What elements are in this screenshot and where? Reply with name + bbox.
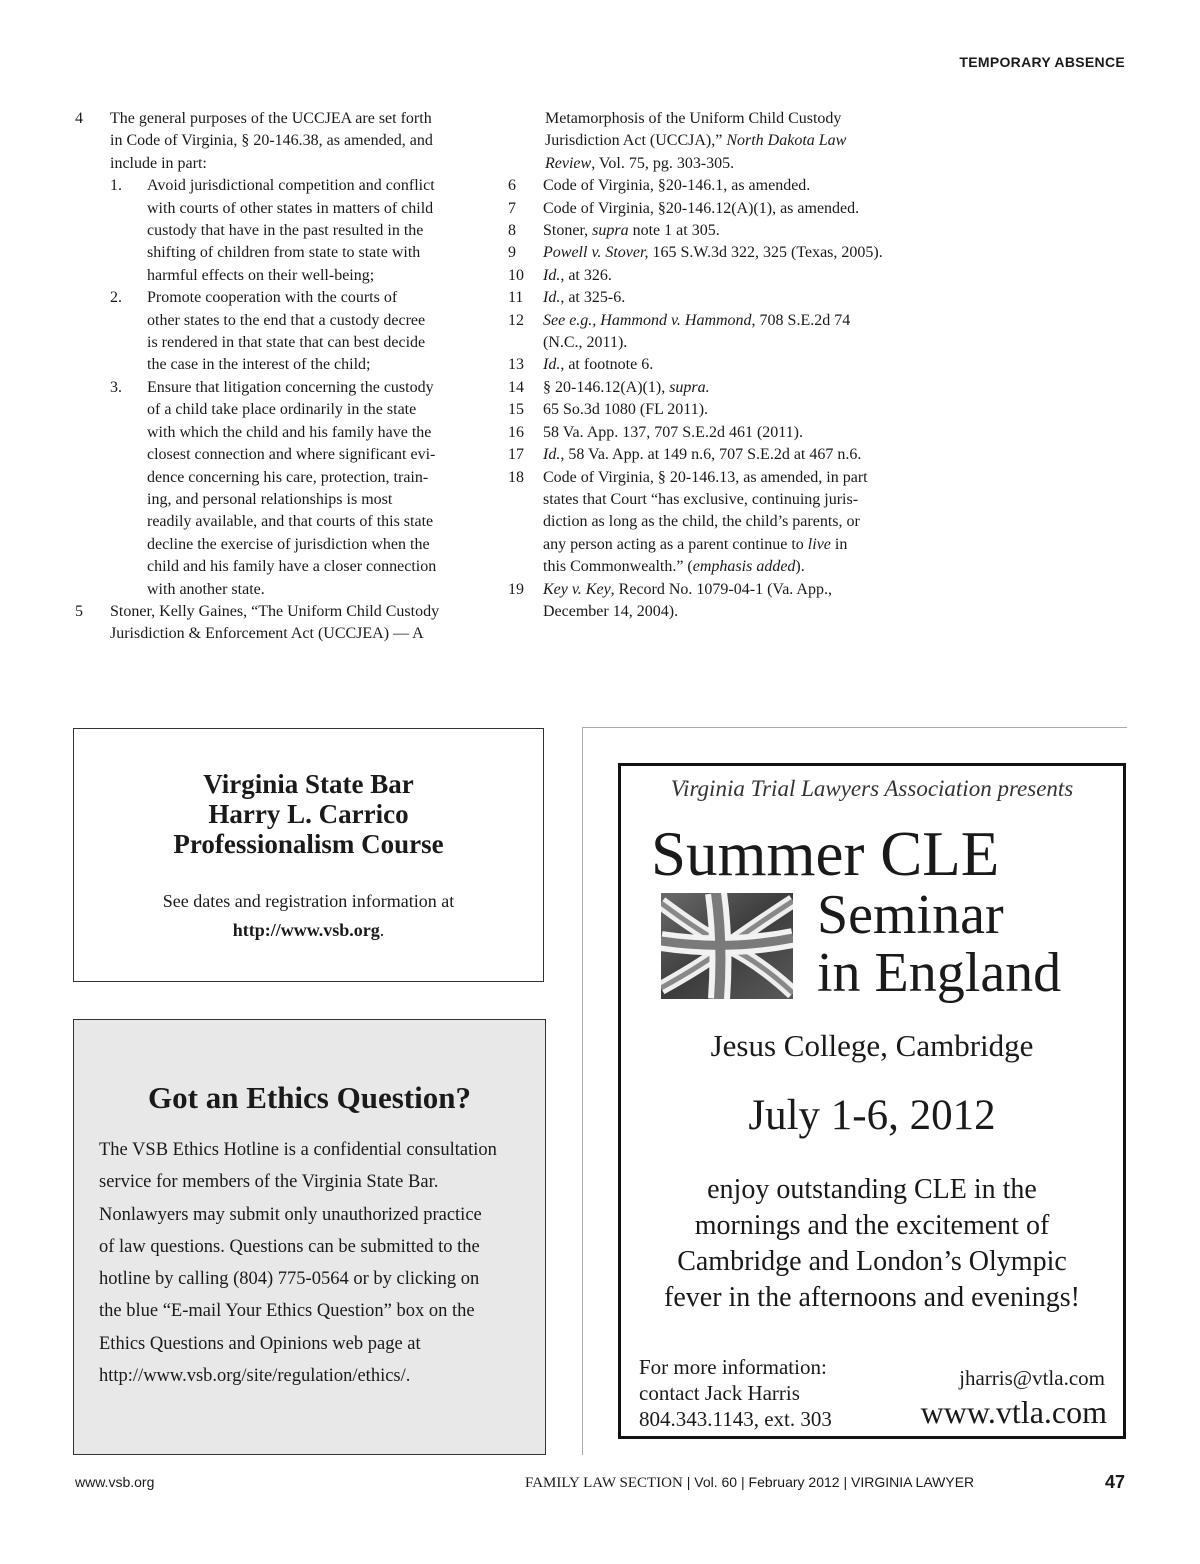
endnote-number: 10: [508, 266, 524, 284]
text-line: Ensure that litigation concerning the custody: [147, 378, 434, 396]
list-number: 1.: [110, 177, 122, 195]
text-line: (N.C., 2011).: [543, 334, 628, 352]
url-punctuation: .: [379, 920, 385, 940]
text-run-italic: Id.: [543, 356, 561, 374]
endnote-text: [110, 601, 485, 646]
text-line: child and his family have a closer connection: [147, 558, 437, 576]
footer-issue: Vol. 60 | February 2012 | VIRGINIA LAWYER: [694, 1474, 975, 1490]
ethics-body: [99, 1134, 525, 1392]
case-name: See e.g., Hammond v. Hammond: [543, 311, 752, 329]
text-line: mornings and the excitement of: [694, 1210, 1050, 1241]
text-line: decline the exercise of jurisdiction when the: [147, 535, 430, 553]
endnote-8: [508, 220, 928, 242]
text-run-italic: Id.: [543, 289, 561, 307]
text-line: harmful effects on their well-being;: [147, 266, 375, 284]
ad-title-line: in England: [817, 942, 1062, 1004]
endnote-9: [508, 242, 928, 264]
ad-frame-left-rule: [582, 728, 583, 1455]
text-line: fever in the afternoons and evenings!: [664, 1282, 1080, 1313]
registration-text: See dates and registration information at: [162, 891, 455, 911]
endnote-number: 4: [75, 110, 83, 127]
text-line: shifting of children from state to state with: [147, 244, 421, 262]
endnote-text: [543, 444, 928, 466]
text-line: with another state.: [147, 580, 265, 598]
text-run: Jurisdiction Act (UCCJA),”: [545, 132, 727, 150]
professionalism-course-box: [73, 728, 544, 982]
text-run: , Record No. 1079-04-1 (Va. App.,: [610, 580, 832, 598]
list-number: 3.: [110, 378, 122, 396]
text-line: the case in the interest of the child;: [147, 356, 371, 374]
text-run: , at 326.: [560, 266, 612, 284]
box-title-line: Harry L. Carrico: [208, 799, 409, 829]
text-line: service for members of the Virginia State Bar.: [99, 1172, 439, 1193]
text-run: this Commonwealth.” (: [543, 558, 693, 576]
list-text: [147, 377, 485, 601]
endnote-text: 65 So.3d 1080 (FL 2011).: [543, 401, 709, 419]
endnote-number: 16: [508, 423, 524, 441]
text-line: with which the child and his family have the: [147, 423, 432, 441]
text-line: Jurisdiction & Enforcement Act (UCCJEA) — A: [110, 625, 424, 643]
case-name: Powell v. Stover,: [543, 244, 649, 262]
journal-title: Review: [545, 154, 592, 172]
text-run: , Vol. 75, pg. 303-305.: [591, 154, 735, 172]
endnote-text: [543, 377, 928, 399]
ethics-heading: Got an Ethics Question?: [148, 1080, 471, 1115]
text-line: [545, 153, 928, 175]
text-line: dence concerning his care, protection, train-: [147, 468, 429, 486]
list-number: 2.: [110, 289, 122, 307]
text-line: Code of Virginia, § 20-146.13, as amended, in part: [543, 468, 868, 486]
endnote-text: Code of Virginia, §20-146.12(A)(1), as amended.: [543, 199, 860, 217]
text-line: ing, and personal relationships is most: [147, 490, 393, 508]
text-line: [545, 130, 928, 152]
union-jack-flag-icon: [661, 893, 793, 999]
list-item: [110, 377, 485, 601]
text-line: of law questions. Questions can be submitted to the: [99, 1236, 480, 1257]
list-item: [110, 287, 485, 377]
text-run-italic: supra.: [669, 378, 710, 396]
vsb-url-link[interactable]: http://www.vsb.org: [232, 920, 380, 940]
ad-title-line: Seminar: [817, 884, 1004, 946]
text-run: in: [830, 535, 848, 553]
text-line: hotline by calling (804) 775-0564 or by clicking on: [99, 1269, 480, 1290]
ethics-question-box: [73, 1019, 546, 1455]
endnote-number: 6: [508, 177, 516, 195]
endnote-text: [543, 310, 928, 355]
text-line: include in part:: [110, 154, 207, 172]
text-line: Ethics Questions and Opinions web page at: [99, 1333, 421, 1354]
vtla-seminar-ad: [618, 763, 1126, 1439]
text-run: , at 325-6.: [560, 289, 626, 307]
endnotes-left-column: [75, 108, 485, 646]
endnote-15: [508, 399, 928, 421]
endnote-13: [508, 354, 928, 376]
box-title-line: Virginia State Bar: [203, 769, 414, 799]
endnote-17: [508, 444, 928, 466]
text-line: contact Jack Harris: [639, 1381, 800, 1405]
list-item: [110, 175, 485, 287]
text-line: other states to the end that a custody decree: [147, 311, 426, 329]
contact-phone: 804.343.1143, ext. 303: [639, 1407, 832, 1431]
footer-separator: |: [682, 1474, 695, 1490]
text-line: Metamorphosis of the Uniform Child Custody: [545, 110, 842, 127]
ad-description: [621, 1172, 1123, 1316]
endnote-text: 58 Va. App. 137, 707 S.E.2d 461 (2011).: [543, 423, 803, 441]
endnote-11: [508, 287, 928, 309]
text-run: , 58 Va. App. at 149 n.6, 707 S.E.2d at 467 n.6.: [560, 446, 862, 464]
text-line: enjoy outstanding CLE in the: [707, 1174, 1037, 1205]
text-line: in Code of Virginia, § 20-146.38, as amended, and: [110, 132, 433, 150]
text-line: diction as long as the child, the child’s parents, or: [543, 513, 860, 531]
text-line: with courts of other states in matters of child: [147, 199, 434, 217]
endnote-7: [508, 198, 928, 220]
text-run-italic: live: [807, 535, 831, 553]
endnote-number: 8: [508, 222, 516, 240]
text-run: § 20-146.12(A)(1),: [543, 378, 670, 396]
text-run: note 1 at 305.: [628, 222, 720, 240]
endnote-text: [543, 242, 928, 264]
text-run: ).: [795, 558, 805, 576]
text-line: the blue “E-mail Your Ethics Question” box on the: [99, 1301, 475, 1322]
ad-contact-info: [639, 1354, 832, 1432]
list-text: [147, 287, 485, 377]
endnote-text: [110, 108, 485, 601]
text-line: is rendered in that state that can best decide: [147, 334, 426, 352]
endnote-number: 13: [508, 356, 524, 374]
endnote-number: 19: [508, 580, 524, 598]
endnote-number: 9: [508, 244, 516, 262]
text-line: readily available, and that courts of this state: [147, 513, 434, 531]
endnote-number: 14: [508, 378, 524, 396]
text-line: states that Court “has exclusive, continuing juris-: [543, 490, 859, 508]
text-line: Stoner, Kelly Gaines, “The Uniform Child Custody: [110, 602, 440, 620]
endnote-12: [508, 310, 928, 355]
endnote-number: 11: [508, 289, 524, 307]
endnotes-right-column: [508, 108, 928, 623]
endnote-number: 18: [508, 468, 524, 486]
journal-title: North Dakota Law: [726, 132, 847, 150]
text-line: For more information:: [639, 1355, 827, 1379]
endnote-5: [75, 601, 485, 646]
text-line: Avoid jurisdictional competition and conflict: [147, 177, 435, 195]
text-run-italic: Id.: [543, 446, 561, 464]
ad-venue: Jesus College, Cambridge: [710, 1028, 1034, 1063]
ad-presenter: Virginia Trial Lawyers Association presents: [670, 776, 1074, 801]
endnote-18: [508, 467, 928, 579]
text-run: 165 S.W.3d 322, 325 (Texas, 2005).: [648, 244, 883, 262]
endnote-number: 7: [508, 199, 516, 217]
endnote-text: [543, 579, 928, 624]
text-run-italic: supra: [592, 222, 629, 240]
registration-info: [74, 887, 543, 945]
contact-email-link[interactable]: jharris@vtla.com: [959, 1366, 1105, 1390]
endnote-number: 5: [75, 602, 83, 620]
footer-section-name: FAMILY LAW SECTION: [525, 1475, 683, 1491]
text-line: The VSB Ethics Hotline is a confidential consultation: [99, 1140, 497, 1160]
endnote-19: [508, 579, 928, 624]
endnote-10: [508, 265, 928, 287]
box-title-line: Professionalism Course: [173, 829, 444, 859]
endnote-number: 15: [508, 401, 524, 419]
endnote-text: Code of Virginia, §20-146.1, as amended.: [543, 177, 811, 195]
text-line: [543, 534, 928, 556]
vtla-website-link[interactable]: www.vtla.com: [920, 1394, 1107, 1430]
ad-frame-top-rule: [582, 727, 1127, 728]
footer-publication: [525, 1474, 974, 1492]
text-run: Stoner,: [543, 222, 593, 240]
text-line: custody that have in the past resulted in the: [147, 222, 424, 240]
text-line: Nonlawyers may submit only unauthorized practice: [99, 1204, 482, 1225]
text-line: [543, 579, 928, 601]
footer-site-link[interactable]: www.vsb.org: [75, 1474, 155, 1490]
text-run-italic: emphasis added: [692, 558, 796, 576]
endnote-number: 17: [508, 446, 524, 464]
endnote-4: [75, 108, 485, 601]
endnote-text: [543, 467, 928, 579]
page-number: 47: [1104, 1472, 1125, 1492]
text-line: [543, 310, 928, 332]
text-line: Cambridge and London’s Olympic: [677, 1246, 1067, 1277]
endnote-14: [508, 377, 928, 399]
endnote-text: [543, 220, 928, 242]
list-text: [147, 175, 485, 287]
endnote-16: [508, 422, 928, 444]
endnote-text: [543, 265, 928, 287]
ad-dates: July 1-6, 2012: [748, 1092, 996, 1139]
registration-url-line: [74, 916, 543, 945]
endnote-text: [543, 354, 928, 376]
ad-title-line: Summer CLE: [651, 819, 1000, 889]
text-line: The general purposes of the UCCJEA are set forth: [110, 110, 432, 127]
text-line: closest connection and where significant evi-: [147, 446, 436, 464]
text-line: [543, 556, 928, 578]
endnote-5-continued: [545, 108, 928, 175]
text-line: December 14, 2004).: [543, 602, 679, 620]
endnote-number: 12: [508, 311, 524, 329]
ethics-url[interactable]: http://www.vsb.org/site/regulation/ethics/.: [99, 1366, 411, 1387]
text-run: , 708 S.E.2d 74: [751, 311, 851, 329]
text-run-italic: Id.: [543, 266, 561, 284]
endnote-text: [543, 287, 928, 309]
running-head: TEMPORARY ABSENCE: [959, 54, 1125, 70]
text-run: any person acting as a parent continue to: [543, 535, 808, 553]
endnote-6: [508, 175, 928, 197]
text-line: Promote cooperation with the courts of: [147, 289, 398, 307]
text-line: of a child take place ordinarily in the state: [147, 401, 417, 419]
text-run: , at footnote 6.: [560, 356, 654, 374]
case-name: Key v. Key: [543, 580, 611, 598]
